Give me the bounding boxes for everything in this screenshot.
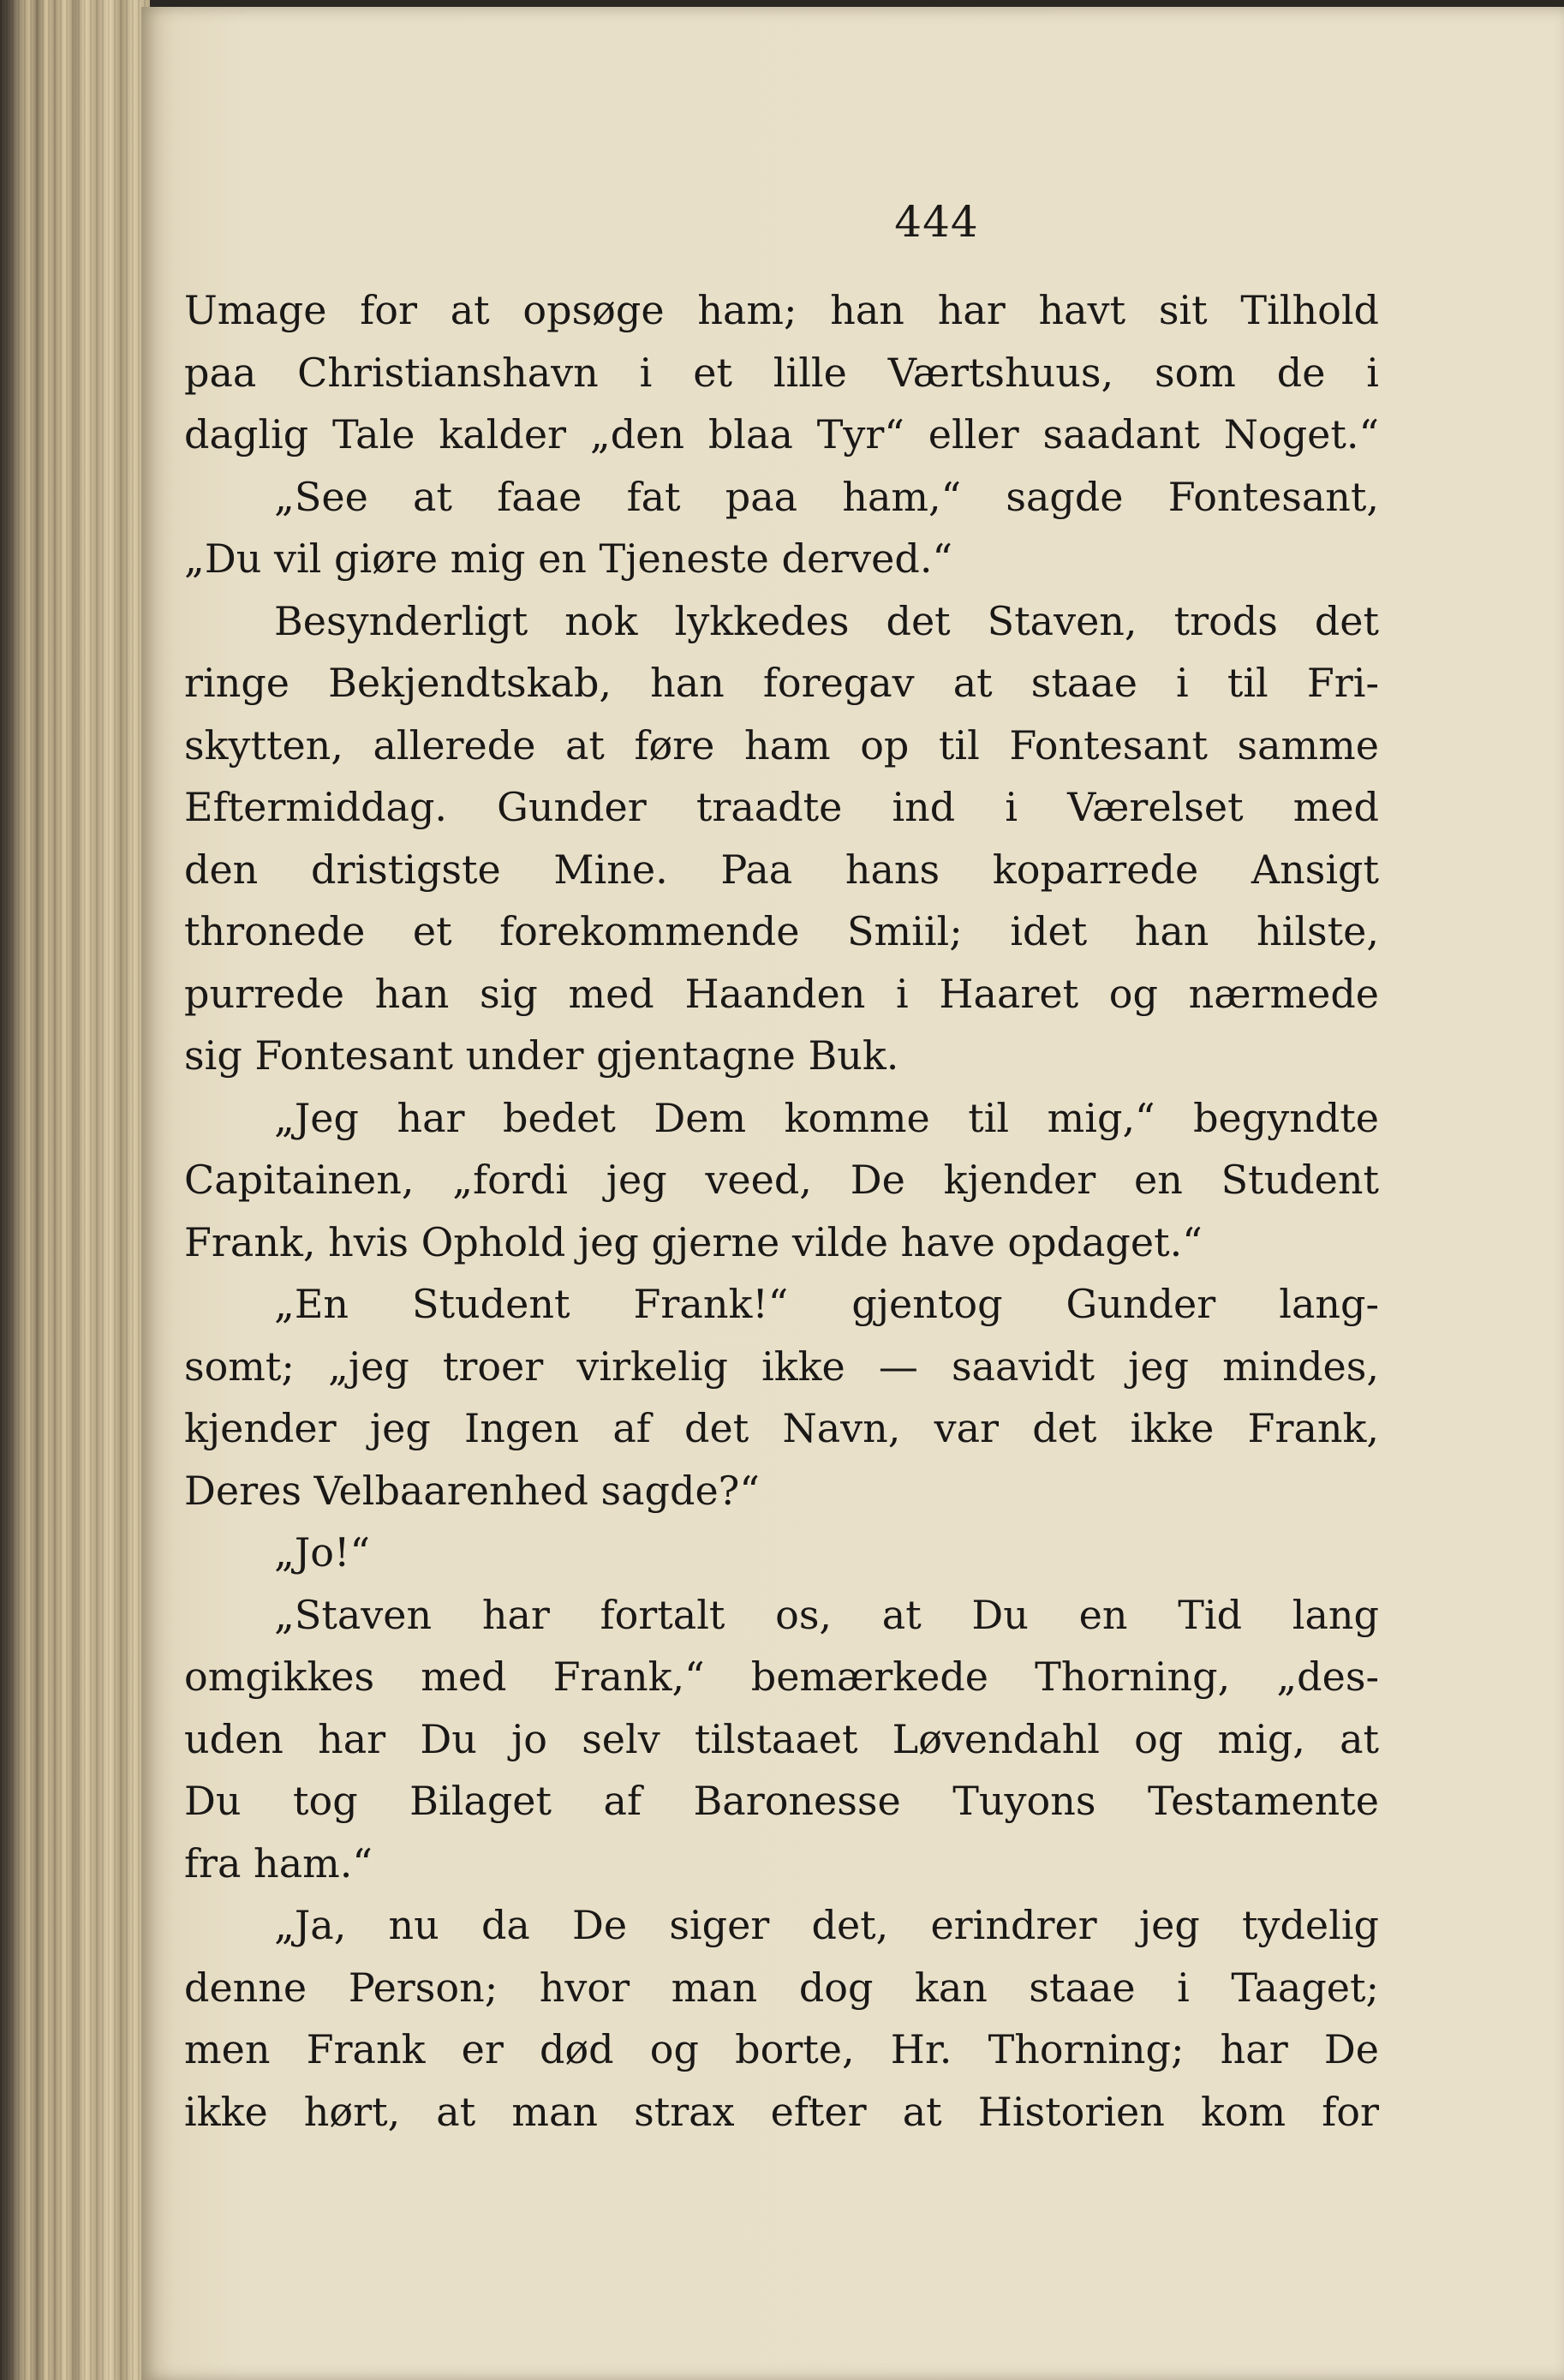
page-number: 444 xyxy=(894,197,979,247)
text-line: den dristigste Mine. Paa hans koparrede Ansigt xyxy=(184,846,1379,893)
text-line: „Ja, nu da De siger det, erindrer jeg tydelig xyxy=(274,1902,1379,1948)
text-line: Besynderligt nok lykkedes det Staven, trods det xyxy=(274,597,1379,644)
text-line: „Jeg har bedet Dem komme til mig,“ begyndte xyxy=(274,1094,1379,1141)
text-line: ringe Bekjendtskab, han foregav at staae i til Fri- xyxy=(184,660,1379,706)
page-edges xyxy=(0,0,150,2380)
text-line: Deres Velbaarenhed sagde?“ xyxy=(184,1467,760,1514)
text-line: men Frank er død og borte, Hr. Thorning; har De xyxy=(184,2026,1379,2072)
text-line: „Du vil giøre mig en Tjeneste derved.“ xyxy=(184,535,952,582)
text-line: „Staven har fortalt os, at Du en Tid lang xyxy=(274,1591,1379,1638)
text-line: Eftermiddag. Gunder traadte ind i Værelset med xyxy=(184,784,1379,830)
text-line: paa Christianshavn i et lille Værtshuus, som de i xyxy=(184,349,1379,396)
text-line: fra ham.“ xyxy=(184,1839,373,1887)
text-line: Frank, hvis Ophold jeg gjerne vilde have opdaget.“ xyxy=(184,1218,1203,1265)
text-line: thronede et forekommende Smiil; idet han hilste, xyxy=(184,908,1379,954)
text-line: Capitainen, „fordi jeg veed, De kjender en Student xyxy=(184,1157,1379,1203)
text-line: Du tog Bilaget af Baronesse Tuyons Testamente xyxy=(184,1778,1379,1824)
text-line: ikke hørt, at man strax efter at Historien kom for xyxy=(184,2088,1379,2135)
text-line: „See at faae fat paa ham,“ sagde Fontesant, xyxy=(274,473,1379,520)
text-line: uden har Du jo selv tilstaaet Løvendahl og mig, at xyxy=(184,1715,1379,1762)
text-line: omgikkes med Frank,“ bemærkede Thorning, „des- xyxy=(184,1653,1379,1700)
text-line: daglig Tale kalder „den blaa Tyr“ eller saadant Noget.“ xyxy=(184,411,1379,457)
text-line: kjender jeg Ingen af det Navn, var det ikke Frank, xyxy=(184,1405,1379,1451)
text-line: „Jo!“ xyxy=(274,1529,370,1576)
body-text xyxy=(184,279,1379,2143)
text-line: „En Student Frank!“ gjentog Gunder lang- xyxy=(274,1281,1379,1327)
text-line: somt; „jeg troer virkelig ikke — saavidt jeg mindes, xyxy=(184,1342,1379,1390)
text-line: purrede han sig med Haanden i Haaret og nærmede xyxy=(184,970,1379,1017)
text-line: denne Person; hvor man dog kan staae i Taaget; xyxy=(184,1964,1379,2011)
text-line: Umage for at opsøge ham; han har havt sit Tilhold xyxy=(184,287,1379,333)
text-line: sig Fontesant under gjentagne Buk. xyxy=(184,1032,899,1079)
text-line: skytten, allerede at føre ham op til Fontesant samme xyxy=(184,721,1379,768)
